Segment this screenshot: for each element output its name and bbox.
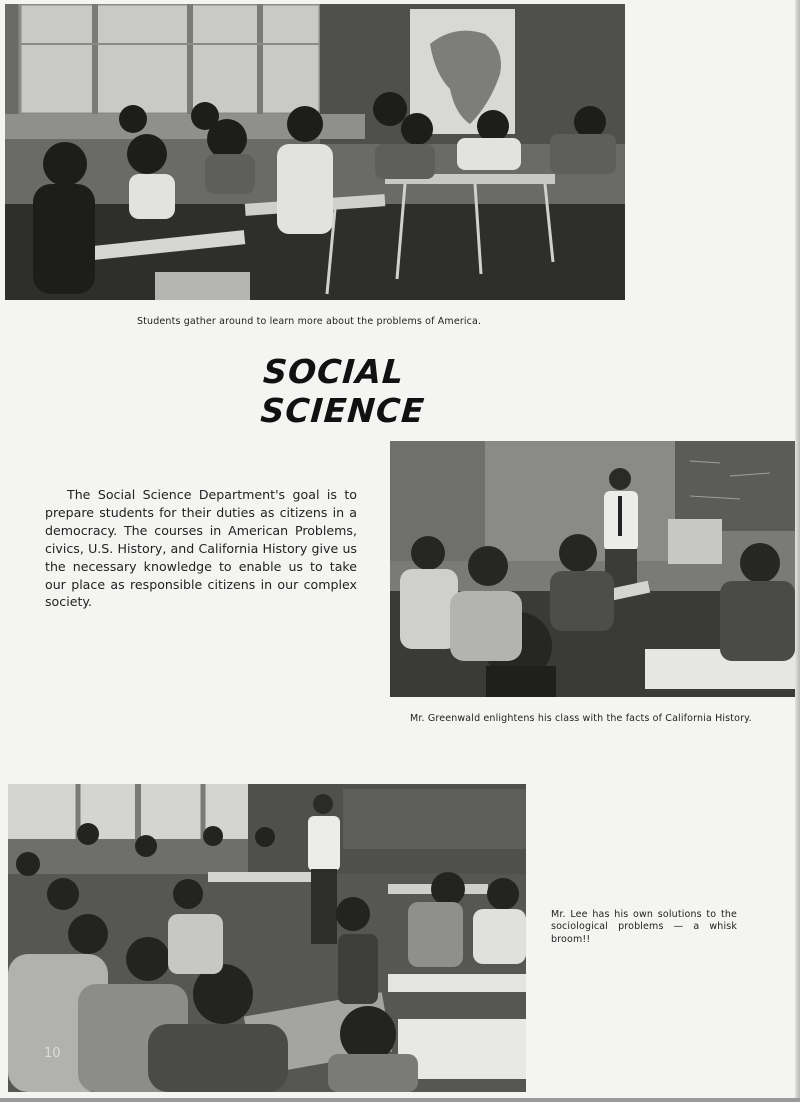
- page-edge: [795, 0, 800, 1102]
- middle-photo-caption: Mr. Greenwald enlightens his class with the facts of California History.: [410, 713, 752, 724]
- page-number: 10: [44, 1046, 61, 1061]
- top-classroom-photo: [5, 4, 625, 300]
- bottom-photo-caption: Mr. Lee has his own solutions to the sociological problems — a whisk broom!!: [551, 909, 737, 945]
- department-description: The Social Science Department's goal is to prepare students for their duties as citizens in a democracy. The courses in American Problems, civics, U.S. History, and California History give us the necessary knowledge to enable us to take our place as responsible citizens in our complex society.: [45, 487, 357, 610]
- bottom-classroom-photo: [8, 784, 526, 1092]
- page-bottom-edge: [0, 1098, 800, 1102]
- middle-classroom-photo: [390, 441, 795, 697]
- page-heading: SOCIAL SCIENCE: [259, 352, 427, 430]
- top-photo-caption: Students gather around to learn more about the problems of America.: [137, 316, 482, 327]
